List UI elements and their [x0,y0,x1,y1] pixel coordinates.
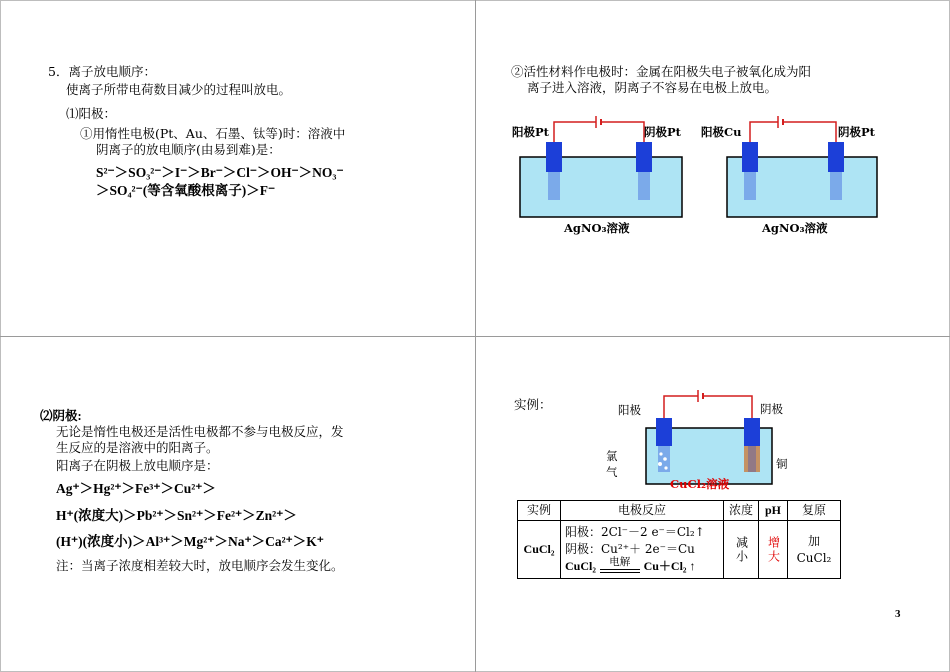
gas-bubble [663,457,667,461]
cathode-electrode [744,418,760,446]
cell-conc: 减小 [724,521,759,579]
solution-label: AgNO₃溶液 [762,221,828,235]
cell-diagram-2 [700,112,900,242]
header-example: 实例 [518,501,561,521]
cation-order-line2: H⁺(浓度大)＞Pb²⁺＞Sn²⁺＞Fe²⁺＞Zn²⁺＞ [56,508,297,523]
anode-label: 阳极Cu [701,125,742,139]
gas-bubble [659,452,662,455]
solution-label: CuCl₂溶液 [670,477,730,491]
slide3-line1: 无论是惰性电极还是活性电极都不参与电极反应，发 [56,424,344,439]
anode-electrode [742,142,758,172]
horizontal-divider [0,336,950,337]
cell-diagram-1 [508,112,704,242]
cathode-label: 阴极 [760,402,783,416]
reaction-table [517,500,841,579]
chlorine-label-2: 气 [606,465,618,479]
total-reaction [565,558,719,575]
cathode-title: ⑵阴极: [40,409,82,423]
anode-electrode [656,418,672,446]
anode-reaction: 阳极：2Cl⁻－2 e⁻＝Cl₂↑ [565,525,705,539]
wire-right [703,396,752,418]
wire-left [750,122,778,142]
header-ph: pH [759,501,788,521]
slide3-line3: 阳离子在阴极上放电顺序是： [56,458,219,473]
cathode-reaction: 阴极：Cu²⁺＋ 2e⁻＝Cu [565,542,695,556]
cathode-electrode [636,142,652,172]
chlorine-label-1: 氯 [606,449,618,463]
anode-label: 阳极 [618,403,641,417]
solution-label: AgNO₃溶液 [564,221,630,235]
cell-restore: 加CuCl₂ [788,521,841,579]
header-reaction: 电极反应 [561,501,724,521]
anode-electrode [546,142,562,172]
electrolysis-arrow [600,558,640,573]
cell-example: CuCl₂ [518,521,561,579]
slide2-line2: 离子进入溶液，阴离子不容易在电极上放电。 [527,80,778,95]
cathode-electrode [828,142,844,172]
wire-left [554,122,596,142]
electrolysis-condition: 电解 [609,556,631,568]
cation-order-line1: Ag⁺＞Hg²⁺＞Fe³⁺＞Cu²⁺＞ [56,481,216,496]
page-number: 3 [895,608,901,620]
slide1-inert-line1: ①用惰性电极(Pt、Au、石墨、钛等)时：溶液中 [80,126,346,141]
slide1-anode-label: ⑴阳极： [66,106,117,121]
cell-reactions [561,521,724,579]
wire-right [601,122,644,142]
header-restore: 复原 [788,501,841,521]
slide1-definition: 使离子所带电荷数目减少的过程叫放电。 [66,82,292,97]
cation-order-line3: (H⁺)(浓度小)＞Al³⁺＞Mg²⁺＞Na⁺＞Ca²⁺＞K⁺ [56,534,324,549]
gas-bubble [664,466,667,469]
slide1-inert-line2: 阴离子的放电顺序(由易到难)是： [96,142,281,157]
wire-right [783,122,836,142]
gas-bubble [658,462,662,466]
table-row [518,521,841,579]
cucl2-cell-diagram [600,384,810,496]
wire-left [664,396,698,418]
anion-order-line2: ＞SO₄²⁻(等含氧酸根离子)＞F⁻ [96,183,276,198]
total-right: Cu＋Cl₂ ↑ [643,559,696,573]
slide1-heading: 5．离子放电顺序： [48,64,156,79]
slide3-note: 注：当离子浓度相差较大时，放电顺序会发生变化。 [56,558,344,573]
slide3-line2: 生反应的是溶液中的阳离子。 [56,440,219,455]
anion-order-line1: S²⁻＞SO₃²⁻＞I⁻＞Br⁻＞Cl⁻＞OH⁻＞NO₃⁻ [96,165,344,180]
solution-liquid [520,157,682,217]
example-label: 实例： [514,397,552,412]
cathode-label: 阴极Pt [644,125,681,139]
copper-label: 铜 [776,457,788,471]
table-header-row [518,501,841,521]
total-left: CuCl₂ [565,559,596,573]
cell-ph: 增大 [759,521,788,579]
slide2-line1: ②活性材料作电极时：金属在阳极失电子被氧化成为阳 [511,64,812,79]
anode-label: 阳极Pt [512,125,549,139]
header-conc: 浓度 [724,501,759,521]
cathode-label: 阴极Pt [838,125,875,139]
